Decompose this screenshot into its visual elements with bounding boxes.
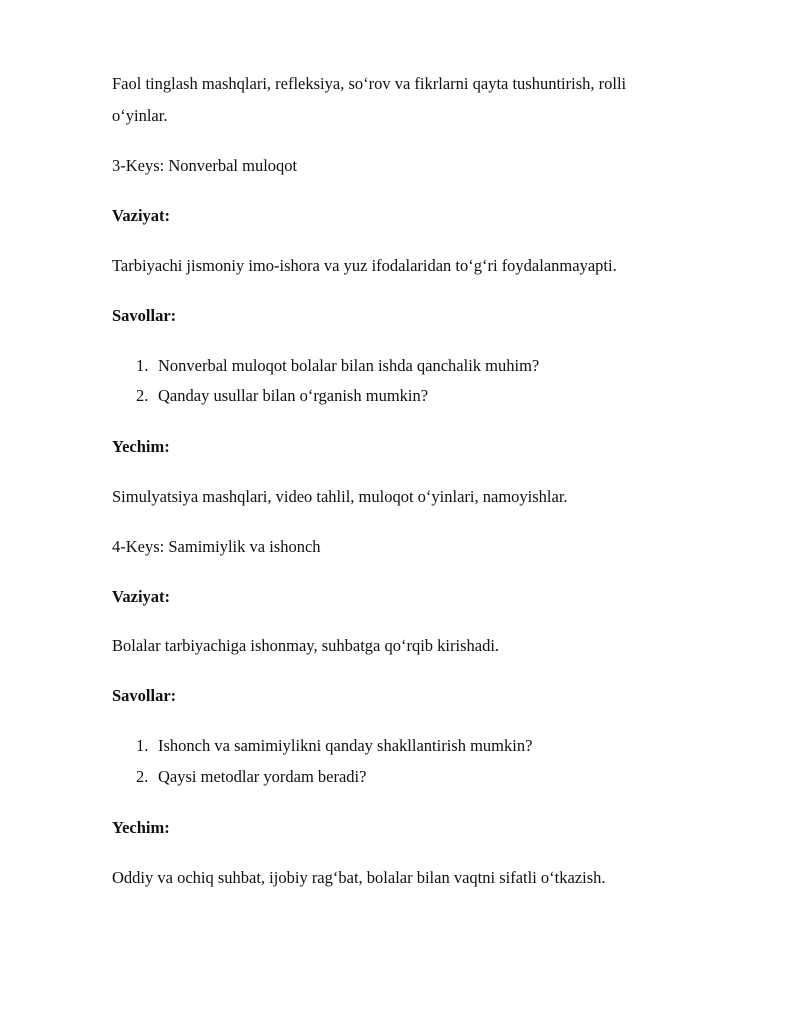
list-number: 2. [136, 386, 149, 405]
case3-solution-text: Simulyatsiya mashqlari, video tahlil, muloqot o‘yinlari, namoyishlar. [112, 487, 568, 506]
case3-situation-text: Tarbiyachi jismoniy imo-ishora va yuz ifodalaridan to‘g‘ri foydalanmayapti. [112, 256, 617, 275]
case3-question-1 [136, 356, 539, 376]
case3-situation-label: Vaziyat: [112, 206, 171, 225]
case4-solution-text: Oddiy va ochiq suhbat, ijobiy rag‘bat, bolalar bilan vaqtni sifatli o‘tkazish. [112, 868, 606, 887]
question-text: Nonverbal muloqot bolalar bilan ishda qanchalik muhim? [158, 356, 540, 375]
case4-situation-label: Vaziyat: [112, 587, 171, 606]
case4-question-2 [136, 767, 366, 787]
question-text: Ishonch va samimiylikni qanday shakllantirish mumkin? [158, 736, 533, 755]
case4-question-1 [136, 736, 532, 756]
case4-solution-label: Yechim: [112, 818, 170, 837]
list-number: 1. [136, 736, 149, 755]
case3-questions-label: Savollar: [112, 306, 177, 325]
intro-line-1: Faol tinglash mashqlari, refleksiya, so‘rov va fikrlarni qayta tushuntirish, rolli [112, 74, 627, 93]
case3-solution-label: Yechim: [112, 437, 170, 456]
case4-title: 4-Keys: Samimiylik va ishonch [112, 537, 321, 556]
question-text: Qaysi metodlar yordam beradi? [158, 767, 367, 786]
list-number: 2. [136, 767, 149, 786]
intro-line-2: o‘yinlar. [112, 106, 168, 125]
case4-questions-label: Savollar: [112, 686, 177, 705]
case4-situation-text: Bolalar tarbiyachiga ishonmay, suhbatga qo‘rqib kirishadi. [112, 636, 500, 655]
question-text: Qanday usullar bilan o‘rganish mumkin? [158, 386, 429, 405]
list-number: 1. [136, 356, 149, 375]
case3-question-2 [136, 386, 428, 406]
case3-title: 3-Keys: Nonverbal muloqot [112, 156, 298, 175]
